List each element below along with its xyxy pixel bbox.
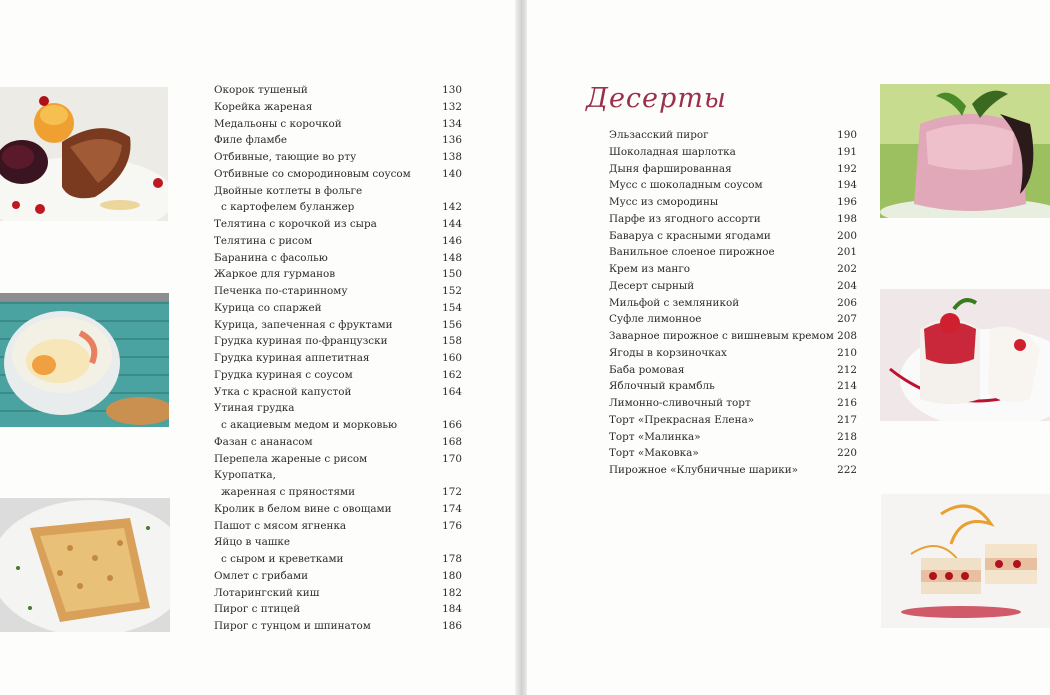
toc-entry-title: Перепела жареные с рисом [214, 452, 368, 465]
toc-entry-title: Шоколадная шарлотка [609, 145, 736, 158]
toc-entry-page: 138 [442, 151, 462, 163]
toc-entry-title: Мусс с шоколадным соусом [609, 179, 763, 192]
toc-entry-title: Окорок тушеный [214, 84, 308, 96]
toc-entry [609, 311, 857, 328]
toc-entry-page: 214 [837, 380, 857, 393]
toc-entry-title: Пирог с тунцом и шпинатом [214, 620, 371, 632]
toc-entry-page: 194 [837, 179, 857, 192]
toc-entry [214, 585, 462, 602]
toc-entry-title: Ванильное слоеное пирожное [609, 246, 775, 259]
toc-entry-page: 210 [837, 346, 857, 359]
toc-entry [214, 233, 462, 250]
toc-entry-page: 154 [442, 301, 462, 314]
toc-entry-page: 208 [837, 330, 857, 342]
toc-entry [214, 618, 462, 635]
toc-entry-page: 148 [442, 251, 462, 264]
toc-entry-title: Грудка куриная по-французски [214, 335, 388, 348]
toc-entry [609, 362, 857, 379]
toc-entry [609, 278, 857, 295]
toc-entry-title: Омлет с грибами [214, 569, 309, 582]
toc-entry-page: 144 [442, 218, 462, 230]
toc-entry [214, 400, 462, 417]
toc-entry [214, 333, 462, 350]
toc-entry-title: Курица, запеченная с фруктами [214, 318, 393, 331]
toc-entry-title: Двойные котлеты в фольге [214, 184, 363, 197]
toc-entry-title: Пирожное «Клубничные шарики» [609, 464, 799, 476]
toc-entry [609, 295, 857, 312]
toc-entry [609, 345, 857, 362]
photo-duck-breast [0, 87, 168, 221]
left-table-of-contents [214, 82, 462, 635]
toc-entry [214, 451, 462, 468]
toc-entry-page: 158 [442, 335, 462, 348]
toc-entry-page: 207 [837, 313, 857, 326]
photo-berry-dessert [880, 289, 1050, 421]
toc-entry [214, 183, 462, 200]
toc-entry-page: 196 [837, 196, 857, 208]
toc-entry [214, 417, 462, 434]
toc-entry-page: 164 [442, 385, 462, 398]
toc-entry [214, 518, 462, 535]
toc-entry-page: 166 [442, 419, 462, 431]
toc-entry-title: Яйцо в чашке [214, 536, 291, 549]
toc-entry-title: Лотарингский киш [214, 586, 320, 599]
toc-entry-page: 174 [442, 502, 462, 515]
toc-entry-title: Дыня фаршированная [609, 162, 732, 175]
toc-entry-page: 136 [442, 134, 462, 147]
right-table-of-contents [609, 127, 857, 479]
toc-entry [609, 328, 857, 345]
toc-entry-title: Пашот с мясом ягненка [214, 519, 347, 532]
toc-entry-title: Фазан с ананасом [214, 435, 313, 448]
toc-entry-page: 191 [837, 145, 857, 158]
toc-entry-page: 212 [837, 363, 857, 376]
toc-entry [609, 395, 857, 412]
toc-entry [214, 367, 462, 384]
toc-entry [609, 429, 857, 446]
toc-entry-title: Курица со спаржей [214, 301, 322, 314]
toc-entry-title: Утка с красной капустой [214, 385, 352, 398]
toc-entry [214, 534, 462, 551]
toc-entry-page: 170 [442, 452, 462, 465]
toc-entry-page: 142 [442, 201, 462, 214]
toc-entry-page: 162 [442, 368, 462, 381]
toc-entry [214, 501, 462, 518]
toc-entry-page: 201 [837, 246, 857, 259]
toc-entry [214, 266, 462, 283]
toc-entry-page: 150 [442, 268, 462, 281]
toc-entry-title: Отбивные со смородиновым соусом [214, 167, 411, 180]
toc-entry [214, 317, 462, 334]
toc-entry [214, 199, 462, 216]
toc-entry-page: 222 [837, 464, 857, 476]
photo-layer-cake [881, 494, 1050, 628]
toc-entry [609, 127, 857, 144]
toc-entry-title: Суфле лимонное [609, 313, 702, 326]
toc-entry-page: 176 [442, 519, 462, 532]
toc-entry-page: 172 [442, 486, 462, 498]
toc-entry [609, 161, 857, 178]
photo-berry-mousse [880, 84, 1050, 218]
toc-entry-page: 202 [837, 263, 857, 275]
toc-entry-page: 200 [837, 229, 857, 242]
toc-entry [214, 82, 462, 99]
toc-entry-title: Пирог с птицей [214, 603, 301, 616]
toc-entry [214, 384, 462, 401]
toc-entry [609, 378, 857, 395]
toc-entry [609, 412, 857, 429]
toc-entry [214, 99, 462, 116]
section-heading-desserts: Десерты [586, 83, 727, 114]
toc-entry-page: 140 [442, 167, 462, 180]
toc-entry [214, 467, 462, 484]
toc-entry [609, 462, 857, 479]
toc-entry-page: 130 [442, 84, 462, 96]
toc-entry-title: Торт «Прекрасная Елена» [609, 413, 755, 426]
toc-entry-title: Филе фламбе [214, 134, 288, 147]
toc-entry [214, 601, 462, 618]
toc-entry-page: 132 [442, 100, 462, 113]
toc-entry-title: с акациевым медом и морковью [221, 419, 398, 431]
toc-entry-title: Баваруа с красными ягодами [609, 229, 771, 242]
toc-entry [214, 434, 462, 451]
toc-entry-title: Грудка куриная с соусом [214, 368, 353, 381]
toc-entry-title: Медальоны с корочкой [214, 117, 342, 130]
toc-entry-title: Утиная грудка [214, 402, 295, 415]
toc-entry [214, 350, 462, 367]
toc-entry-page: 160 [442, 352, 462, 364]
toc-entry-page: 190 [837, 129, 857, 141]
photo-egg-in-cup [0, 293, 169, 427]
toc-entry-title: Мусс из смородины [609, 196, 719, 208]
toc-entry-page: 206 [837, 296, 857, 309]
toc-entry-title: с сыром и креветками [221, 553, 344, 565]
toc-entry [609, 194, 857, 211]
toc-entry-page: 152 [442, 285, 462, 297]
toc-entry [609, 211, 857, 228]
toc-entry-title: Торт «Маковка» [609, 447, 699, 460]
toc-entry-page: 204 [837, 279, 857, 292]
toc-entry [214, 300, 462, 317]
toc-entry [214, 250, 462, 267]
toc-entry-title: Печенка по-старинному [214, 285, 348, 297]
toc-entry-title: Корейка жареная [214, 100, 313, 113]
toc-entry-page: 184 [442, 603, 462, 616]
toc-entry [609, 445, 857, 462]
toc-entry [214, 568, 462, 585]
toc-entry [609, 144, 857, 161]
toc-entry-page: 198 [837, 212, 857, 225]
toc-entry-page: 217 [837, 413, 857, 426]
toc-entry-page: 134 [442, 117, 462, 130]
toc-entry-title: Кролик в белом вине с овощами [214, 502, 392, 515]
toc-entry-title: Куропатка, [214, 469, 276, 482]
toc-entry-page: 180 [442, 569, 462, 582]
toc-entry [214, 132, 462, 149]
toc-entry-title: с картофелем буланжер [221, 201, 355, 214]
toc-entry-title: Телятина с рисом [214, 234, 313, 247]
toc-entry-title: Жаркое для гурманов [214, 268, 336, 281]
toc-entry-page: 192 [837, 162, 857, 175]
book-gutter [515, 0, 527, 695]
toc-entry-title: жаренная с пряностями [221, 486, 356, 498]
toc-entry-title: Баранина с фасолью [214, 251, 328, 264]
toc-entry-title: Телятина с корочкой из сыра [214, 218, 377, 230]
toc-entry-title: Парфе из ягодного ассорти [609, 212, 761, 225]
toc-entry [214, 551, 462, 568]
toc-entry-title: Ягоды в корзиночках [609, 346, 727, 359]
toc-entry-page: 178 [442, 553, 462, 565]
photo-quiche [0, 498, 170, 632]
toc-entry [214, 283, 462, 300]
toc-entry [214, 484, 462, 501]
toc-entry-title: Лимонно-сливочный торт [609, 397, 751, 409]
toc-entry-page: 216 [837, 397, 857, 409]
toc-entry-title: Эльзасский пирог [609, 129, 709, 141]
toc-entry-title: Баба ромовая [609, 363, 685, 376]
toc-entry-page: 168 [442, 435, 462, 448]
toc-entry [214, 216, 462, 233]
toc-entry-page: 218 [837, 430, 857, 443]
toc-entry-page: 146 [442, 234, 462, 247]
toc-entry-page: 156 [442, 318, 462, 331]
toc-entry-page: 186 [442, 620, 462, 632]
toc-entry [214, 166, 462, 183]
toc-entry-title: Заварное пирожное с вишневым кремом [609, 330, 834, 342]
toc-entry-page: 182 [442, 586, 462, 599]
toc-entry-title: Грудка куриная аппетитная [214, 352, 370, 364]
toc-entry [609, 261, 857, 278]
toc-entry-page: 220 [837, 447, 857, 460]
toc-entry-title: Отбивные, тающие во рту [214, 151, 357, 163]
toc-entry [609, 228, 857, 245]
toc-entry [609, 177, 857, 194]
toc-entry [214, 149, 462, 166]
toc-entry-title: Мильфой с земляникой [609, 296, 740, 309]
toc-entry-title: Десерт сырный [609, 279, 695, 292]
toc-entry-title: Яблочный крамбль [609, 380, 715, 393]
toc-entry [609, 244, 857, 261]
toc-entry [214, 116, 462, 133]
toc-entry-title: Торт «Малинка» [609, 430, 701, 443]
toc-entry-title: Крем из манго [609, 263, 691, 275]
